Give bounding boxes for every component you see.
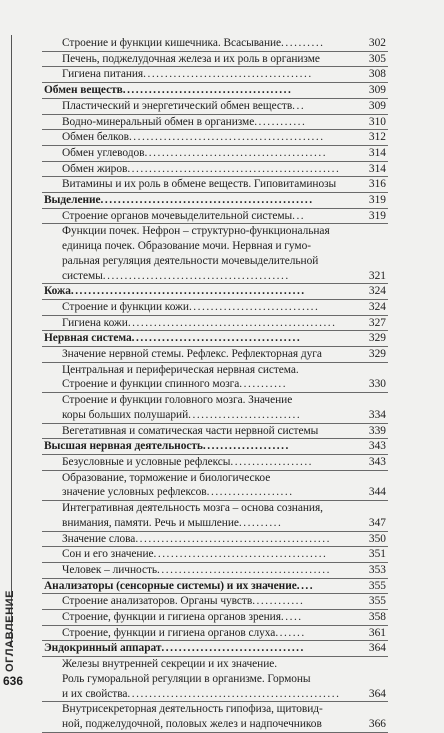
toc-entry-page-number: 350 [368, 532, 386, 545]
toc-entry [42, 162, 388, 178]
toc-entry-title-text: Обмен углеводов [62, 146, 145, 159]
toc-entry-title-text: Гигиена кожи [62, 316, 128, 329]
toc-entry-title [42, 146, 350, 161]
toc-entry-title-text: Строение и функции кожи [62, 300, 189, 313]
toc-entry-title [42, 224, 350, 283]
toc-entry [42, 501, 388, 531]
toc-entry-title [42, 702, 350, 731]
toc-entry-leader-dots: ............ [254, 115, 307, 128]
toc-entry-title-text: Обмен белков [62, 131, 129, 144]
toc-entry [42, 347, 388, 363]
toc-entry [42, 594, 388, 610]
toc-entry-title-text: Значение слова [62, 532, 136, 545]
toc-entry-leader-dots: .......................... [188, 408, 302, 421]
toc-entry-page-number: 366 [368, 717, 386, 730]
toc-entry [42, 626, 388, 642]
toc-entry [42, 67, 388, 83]
toc-entry [42, 547, 388, 563]
sidebar-section-label: ОГЛАВЛЕНИЕ [4, 589, 16, 672]
toc-entry-title [42, 130, 350, 145]
toc-entry-title [42, 83, 350, 98]
toc-entry-leader-dots: ........................................ [153, 548, 328, 561]
toc-entry-page-number: 308 [368, 68, 386, 81]
table-of-contents [42, 36, 388, 733]
toc-entry-title-text: Выделение [44, 194, 101, 207]
toc-entry-leader-dots: ............................................. [128, 131, 325, 144]
toc-entry-page-number: 327 [368, 316, 386, 329]
toc-entry [42, 300, 388, 316]
toc-entry-title-text: Эндокринный аппарат [44, 642, 162, 655]
page-number: 636 [3, 674, 24, 688]
toc-entry-title [42, 284, 350, 299]
toc-entry [42, 146, 388, 162]
toc-entry-title [42, 563, 350, 578]
toc-entry-title [42, 439, 350, 454]
toc-entry-leader-dots: .......... [281, 37, 325, 49]
toc-entry [42, 209, 388, 225]
toc-section-heading [42, 641, 388, 657]
toc-entry-title-text: Строение, функции и гигиена органов слуха [62, 626, 276, 639]
toc-entry [42, 316, 388, 332]
toc-entry [42, 455, 388, 471]
toc-entry-title-text: Интегративная деятельность мозга – основа сознания, внимания, памяти. Речь и мышление [62, 502, 323, 529]
toc-entry [42, 115, 388, 131]
toc-entry-leader-dots: ................................................ [127, 316, 337, 329]
toc-entry-leader-dots: .......................................... [144, 146, 328, 159]
toc-entry-page-number: 351 [368, 548, 386, 561]
toc-entry-page-number: 364 [368, 687, 386, 700]
toc-entry-title [42, 455, 350, 470]
toc-entry-page-number: 324 [368, 300, 386, 313]
toc-entry [42, 424, 388, 440]
toc-entry-leader-dots: ....................................... [122, 84, 293, 97]
toc-entry-title [42, 193, 350, 208]
toc-entry-page-number: 364 [368, 642, 386, 655]
toc-entry-title [42, 177, 350, 192]
toc-section-heading [42, 331, 388, 347]
toc-entry-title [42, 547, 350, 562]
toc-entry-leader-dots: .................... [206, 486, 294, 499]
toc-section-heading [42, 83, 388, 99]
toc-entry-leader-dots: ....................................... [143, 68, 313, 81]
toc-entry [42, 471, 388, 501]
toc-entry-title-text: Сон и его значение [62, 548, 154, 561]
toc-entry-title-text: Пластический и энергетический обмен веществ [62, 99, 293, 112]
toc-entry-page-number: 302 [368, 37, 386, 49]
toc-entry-title-text: Обмен жиров [62, 162, 128, 175]
toc-entry-title-text: Человек – личность [62, 563, 158, 576]
toc-entry-title [42, 363, 350, 392]
toc-entry [42, 177, 388, 193]
toc-entry-title [42, 610, 350, 625]
toc-entry-page-number: 314 [368, 146, 386, 159]
toc-entry-page-number: 329 [368, 348, 386, 361]
toc-entry-title-text: Образование, торможение и биологическое значение условных рефлексов [62, 471, 271, 499]
toc-entry-page-number: 316 [368, 178, 386, 191]
margin-rule [11, 35, 12, 647]
toc-entry-page-number: 343 [368, 455, 386, 468]
toc-entry-title-text: Гигиена питания [62, 68, 144, 81]
toc-entry-leader-dots: .......... [238, 516, 283, 529]
toc-entry-title [42, 331, 350, 346]
toc-entry-leader-dots: ................................................. [127, 687, 341, 700]
toc-entry-title [42, 424, 350, 439]
toc-entry-title [42, 347, 350, 362]
toc-entry-page-number: 321 [368, 269, 386, 282]
toc-entry-title [42, 36, 350, 51]
toc-entry-leader-dots: .................... [202, 440, 290, 453]
toc-section-heading [42, 439, 388, 455]
toc-entry-leader-dots: ................... [230, 455, 314, 468]
toc-entry-title [42, 99, 350, 114]
toc-entry-title-text: Строение органов мочевыделительной системы [62, 209, 293, 222]
toc-entry-title [42, 532, 350, 547]
toc-entry-title-text: Внутрисекреторная деятельность гипофиза, щитовид- ной, поджелудочной, половых желез и надпочечников [62, 703, 323, 730]
toc-entry-leader-dots: ..... [280, 611, 303, 624]
toc-entry-leader-dots: ............................................. [135, 532, 331, 545]
toc-entry-page-number: 309 [368, 99, 386, 112]
toc-entry-leader-dots: ................................................. [127, 162, 341, 175]
toc-entry-leader-dots: ....................................... [131, 332, 302, 345]
toc-entry-page-number: 314 [368, 162, 386, 175]
toc-entry-title [42, 67, 350, 82]
toc-entry-page-number: 309 [368, 84, 386, 97]
toc-entry-title-text: Строение анализаторов. Органы чувств [62, 595, 253, 608]
toc-entry-page-number: 324 [368, 285, 386, 298]
toc-entry-leader-dots: ... [292, 209, 306, 222]
toc-entry-title [42, 501, 350, 530]
toc-entry-leader-dots: ...................................................... [70, 285, 306, 298]
toc-entry-page-number: 339 [368, 424, 386, 437]
toc-entry-leader-dots: ............ [252, 595, 305, 608]
toc-entry-title-text: Высшая нервная деятельность [44, 440, 203, 453]
toc-section-heading [42, 193, 388, 209]
toc-entry-title-text: Водно-минеральный обмен в организме [62, 115, 255, 128]
toc-entry [42, 363, 388, 393]
toc-entry-title [42, 641, 350, 656]
toc-entry [42, 36, 388, 52]
toc-entry-page-number: 334 [368, 408, 386, 421]
toc-entry-page-number: 358 [368, 611, 386, 624]
toc-entry-page-number: 319 [368, 209, 386, 222]
toc-entry-page-number: 312 [368, 131, 386, 144]
toc-entry [42, 657, 388, 702]
toc-entry [42, 702, 388, 732]
toc-entry-title-text: Железы внутренней секреции и их значение. Роль гуморальной регуляции в организме. Гормоны и их свойства [62, 658, 311, 700]
toc-section-heading [42, 284, 388, 300]
toc-entry [42, 52, 388, 68]
toc-entry [42, 610, 388, 626]
toc-entry-leader-dots: ................................. [161, 642, 305, 655]
toc-entry-title [42, 657, 350, 701]
toc-entry-title-text: Анализаторы (сенсорные системы) и их значение [44, 579, 297, 592]
toc-entry-title [42, 316, 350, 331]
toc-entry-leader-dots: ... [292, 99, 306, 112]
toc-entry [42, 563, 388, 579]
toc-entry-page-number: 353 [368, 563, 386, 576]
toc-entry-leader-dots: ........................................... [102, 269, 290, 282]
toc-entry-page-number: 355 [368, 579, 386, 592]
toc-entry-title-text: Строение и функции головного мозга. Значение коры больших полушарий [62, 394, 293, 421]
toc-entry [42, 130, 388, 146]
toc-entry-title [42, 626, 350, 641]
toc-entry-leader-dots: ................................................. [100, 194, 314, 207]
toc-entry-title-text: Центральная и периферическая нервная система. Строение и функции спинного мозга [62, 363, 299, 391]
toc-entry-title-text: Нервная система [44, 332, 132, 345]
toc-entry-title-text: Обмен веществ [44, 84, 123, 97]
toc-entry-title [42, 52, 350, 67]
toc-entry-title-text: Значение нервной стемы. Рефлекс. Рефлекторная дуга [62, 348, 322, 361]
toc-entry-title [42, 594, 350, 609]
toc-entry-title [42, 471, 350, 500]
toc-entry-title-text: Вегетативная и соматическая части нервной системы [62, 424, 319, 437]
toc-entry-page-number: 329 [368, 332, 386, 345]
toc-entry-title-text: Витамины и их роль в обмене веществ. Гиповитаминозы [62, 178, 337, 191]
toc-entry-title [42, 579, 350, 594]
toc-entry-title [42, 300, 350, 315]
toc-entry-title-text: Кожа [44, 285, 71, 298]
toc-entry-page-number: 319 [368, 194, 386, 207]
toc-entry-title-text: Строение, функции и гигиена органов зрения [62, 611, 281, 624]
toc-entry-leader-dots: ........... [239, 378, 288, 391]
toc-entry-page-number: 310 [368, 115, 386, 128]
toc-entry-title [42, 393, 350, 422]
toc-section-heading [42, 579, 388, 595]
toc-entry-title-text: Печень, поджелудочная железа и их роль в организме [62, 52, 320, 65]
toc-entry-title [42, 162, 350, 177]
toc-entry [42, 532, 388, 548]
toc-entry-page-number: 305 [368, 52, 386, 65]
toc-entry-leader-dots: ........................................ [157, 563, 331, 576]
toc-entry-page-number: 330 [368, 378, 386, 391]
toc-entry-page-number: 355 [368, 595, 386, 608]
toc-entry-title [42, 115, 350, 130]
toc-entry-title-text: Безусловные и условные рефлексы [62, 455, 231, 468]
toc-entry-leader-dots: ....... [275, 626, 306, 639]
toc-entry [42, 393, 388, 423]
toc-entry-page-number: 344 [368, 486, 386, 499]
toc-entry-page-number: 361 [368, 626, 386, 639]
toc-entry [42, 99, 388, 115]
toc-entry-title-text: Строение и функции кишечника. Всасывание [62, 37, 282, 49]
toc-entry-page-number: 347 [368, 516, 386, 529]
toc-entry [42, 224, 388, 284]
toc-entry-leader-dots: .... [296, 579, 315, 592]
toc-entry-page-number: 343 [368, 440, 386, 453]
toc-entry-leader-dots: .............................. [188, 300, 320, 313]
toc-entry-title [42, 209, 350, 224]
toc-entry-title-text: Функции почек. Нефрон – структурно-функциональная единица почек. Образование мочи. Нервная и гумо- ральная регуляция деятельности мочевыделительной системы [62, 225, 330, 282]
